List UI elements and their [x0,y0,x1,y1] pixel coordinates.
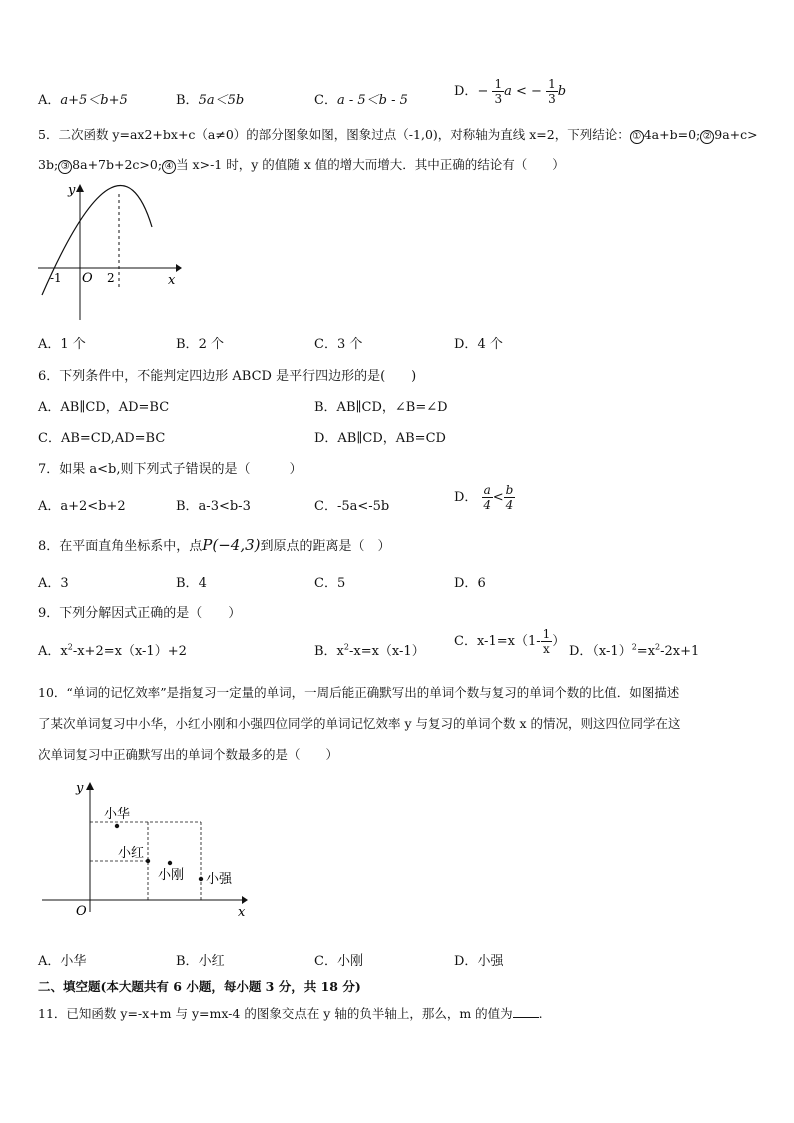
fraction-1-over-x [541,628,553,655]
q10-memory-graph [38,776,253,924]
q7-option-a[interactable]: A．a+2<b+2 [38,499,126,514]
circled-4: ④ [162,160,176,174]
option-letter: A． [38,337,61,352]
text: -x=x（x-1） [348,644,425,659]
origin-label: O [76,904,87,919]
denominator: 4 [505,498,514,512]
option-letter: C． [314,93,337,108]
fraction-one-third [492,78,504,105]
text: 3b; [38,157,59,172]
fraction-b-over-4 [504,484,516,511]
point-xiaohua [115,824,119,828]
option-text: 小强 [477,954,504,969]
q5-option-a[interactable] [38,333,86,352]
section-title: 二、填空题(本大题共有 6 小题，每小题 3 分，共 18 分) [38,979,361,994]
option-letter: A． [38,954,61,969]
option-letter: C． [314,576,337,591]
text: =x [636,644,656,659]
q5-stem-line2 [38,155,565,174]
q5-option-c[interactable] [314,333,362,352]
q5-parabola-graph [30,180,190,322]
exponent: 2 [343,642,349,652]
circled-1: ① [630,130,644,144]
option-letter: C． [314,954,337,969]
option-letter: B． [176,576,199,591]
q5-option-d[interactable] [454,333,503,352]
q4-option-b[interactable] [176,89,244,108]
label-xiaoqiang: 小强 [206,872,233,887]
q7-option-b[interactable]: B．a-3<b-3 [176,499,251,514]
variable: b [557,84,567,99]
option-text: a+5＜b+5 [60,93,128,108]
text: D．（x-1） [569,644,632,659]
option-text: 5 [336,576,346,591]
q4-option-d[interactable] [454,78,566,105]
numerator: 1 [548,77,556,91]
text: 9a+c> [714,127,758,142]
less-than: < − [511,84,542,99]
q10-stem-line2: 了某次单词复习中小华，小红小刚和小强四位同学的单词记忆效率 y 与复习的单词个数 x 的情况，则这四位同学在这 [38,716,681,731]
variable: a [504,84,512,99]
circled-2: ② [700,130,714,144]
q8-option-c[interactable] [314,572,345,591]
option-text: 1 个 [60,337,86,352]
text: C．x-1=x（1- [454,634,541,649]
q9-option-b[interactable] [314,640,425,659]
q6-option-c[interactable]: C．AB=CD,AD=BC [38,431,166,446]
denominator: x [543,642,550,656]
text: 8a+7b+2c>0; [72,157,163,172]
text: 8．在平面直角坐标系中，点 [38,539,203,554]
option-letter: D． [454,576,478,591]
option-text: 2 个 [198,337,224,352]
q6-option-a[interactable]: A．AB∥CD，AD=BC [38,400,170,415]
text: 当 x>-1 时，y 的值随 x 值的增大而增大．其中正确的结论有（ ） [176,157,565,172]
q10-stem-line3: 次单词复习中正确默写出的单词个数最多的是（ ） [38,747,339,762]
option-letter: B． [176,93,199,108]
text: 5．二次函数 y=ax2+bx+c（a≠0）的部分图象如图，图象过点（-1,0)，对称轴为直线 x=2，下列结论： [38,127,630,142]
point-p: P(−4,3) [202,536,261,554]
numerator: 1 [494,77,503,91]
q7-option-d[interactable] [454,484,515,511]
q10-stem-line1: 10．“单词的记忆效率”是指复习一定量的单词，一周后能正确默写出的单词个数与复习的单词个数的比值．如图描述 [38,685,680,700]
label-xiaogang: 小刚 [158,868,185,883]
minus-sign: − [477,84,489,99]
q10-option-a[interactable] [38,950,86,969]
q11-stem [38,1004,543,1022]
text: -2x+1 [660,644,700,659]
text: -x+2=x（x-1）+2 [72,644,187,659]
option-letter: A． [38,93,61,108]
q4-option-c[interactable] [314,89,408,108]
q8-option-b[interactable] [176,572,207,591]
q9-option-d[interactable] [569,640,699,659]
option-text: 小刚 [336,954,363,969]
numerator: 1 [542,627,551,641]
text: 4a+b=0; [643,127,701,142]
tick-minus-one: -1 [50,271,62,285]
q4-option-a[interactable] [38,89,128,108]
option-letter: D． [454,954,478,969]
tick-two: 2 [107,271,115,285]
q9-option-c[interactable] [454,628,565,655]
q9-stem: 9．下列分解因式正确的是（ ） [38,606,242,621]
exponent: 2 [655,642,661,652]
circled-3: ③ [58,160,72,174]
point-xiaoqiang [199,877,203,881]
option-text: 3 [60,576,69,591]
q7-stem: 7．如果 a<b,则下列式子错误的是（ ） [38,462,303,477]
text: ） [552,634,566,649]
exponent: 2 [67,642,73,652]
exponent: 2 [631,642,637,652]
fraction-a-over-4 [482,484,493,511]
less-than: < [492,490,504,505]
denominator: 4 [483,498,491,512]
option-text: 小华 [60,954,87,969]
numerator: b [505,483,514,497]
fraction-one-third-b [546,78,558,105]
option-letter: D． [454,84,478,99]
text: B．x [314,644,344,659]
option-text: 4 个 [477,337,503,352]
denominator: 3 [548,92,556,106]
y-label: y [68,183,76,198]
answer-blank[interactable] [513,1005,539,1018]
q10-option-c[interactable] [314,950,363,969]
label-xiaohua: 小华 [104,807,131,822]
q5-stem-line1 [38,125,758,144]
label-xiaohong: 小红 [118,846,145,861]
x-label: x [168,273,176,288]
option-text: 小红 [198,954,225,969]
denominator: 3 [494,92,503,106]
x-axis-arrow [242,896,248,904]
q5-option-b[interactable] [176,333,224,352]
option-letter: D． [454,337,478,352]
q10-option-b[interactable] [176,950,225,969]
option-text: 3 个 [336,337,363,352]
text: A．x [38,644,68,659]
y-axis-arrow [76,184,84,192]
option-text: 4 [198,576,207,591]
option-letter: B． [176,954,199,969]
q7-option-c[interactable]: C．-5a<-5b [314,499,390,514]
x-axis-arrow [176,264,182,272]
text: 到原点的距离是（ ） [260,539,391,554]
y-axis-arrow [86,782,94,790]
q9-option-a[interactable] [38,640,187,659]
q8-option-a[interactable] [38,572,69,591]
q10-option-d[interactable] [454,950,503,969]
option-text: 5a＜5b [198,93,245,108]
option-text: a - 5＜b - 5 [336,93,408,108]
option-letter: C． [314,337,337,352]
q6-option-d[interactable]: D．AB∥CD，AB=CD [314,431,446,446]
point-xiaogang [168,861,172,865]
option-letter: D． [454,490,478,505]
origin-label: O [82,271,93,286]
x-label: x [238,905,246,920]
numerator: a [483,483,491,497]
option-text: 6 [477,576,486,591]
q8-stem [38,535,391,554]
q6-stem: 6．下列条件中，不能判定四边形 ABCD 是平行四边形的是( ) [38,369,417,384]
option-letter: B． [176,337,199,352]
q8-option-d[interactable] [454,572,486,591]
q6-option-b[interactable]: B．AB∥CD，∠B=∠D [314,400,448,415]
text: 11．已知函数 y=-x+m 与 y=mx-4 的图象交点在 y 轴的负半轴上，那么，m 的值为 [38,1006,513,1021]
option-letter: A． [38,576,61,591]
text: . [538,1006,543,1021]
y-label: y [76,781,84,796]
point-xiaohong [146,859,150,863]
